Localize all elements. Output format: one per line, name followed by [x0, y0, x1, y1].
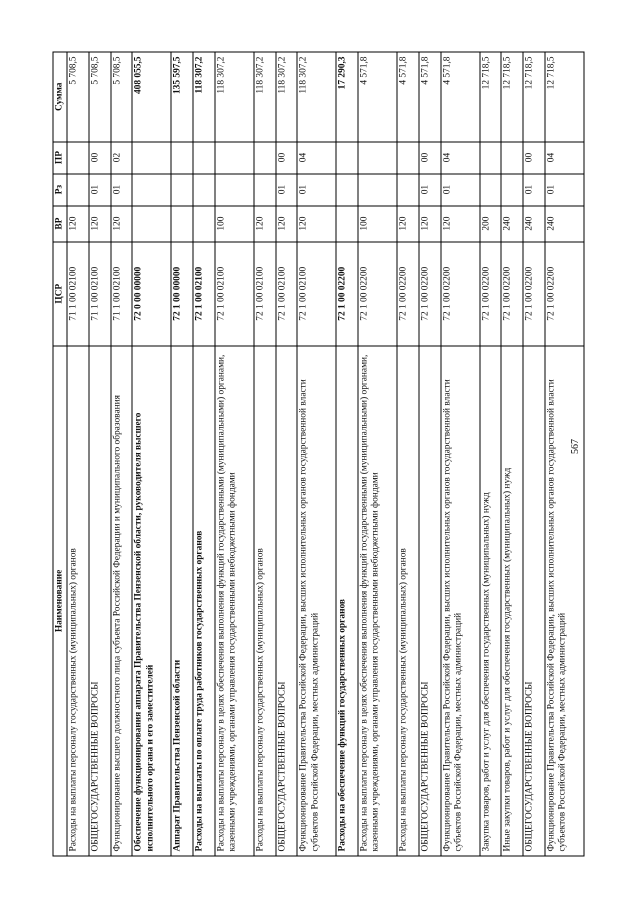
cell-name: Закупка товаров, работ и услуг для обеспечения государственных (муниципальных) нужд — [479, 346, 501, 856]
cell-csr: 72 1 00 02100 — [214, 242, 253, 346]
cell-pr: 04 — [440, 142, 479, 174]
cell-rz: 01 — [110, 174, 132, 206]
cell-vr — [336, 206, 358, 242]
cell-vr: 100 — [214, 206, 253, 242]
cell-rz: 01 — [297, 174, 336, 206]
table-row — [297, 52, 336, 856]
cell-pr: 02 — [110, 142, 132, 174]
cell-pr — [479, 142, 501, 174]
cell-sum: 118 307,2 — [275, 52, 297, 142]
cell-rz — [171, 174, 193, 206]
cell-rz — [479, 174, 501, 206]
cell-csr: 72 1 00 02200 — [440, 242, 479, 346]
cell-csr: 72 1 00 02200 — [358, 242, 397, 346]
cell-sum: 12 718,5 — [501, 52, 523, 142]
cell-sum: 5 708,5 — [67, 52, 89, 142]
cell-rz: 01 — [440, 174, 479, 206]
cell-csr: 71 1 00 02100 — [88, 242, 110, 346]
cell-sum: 118 307,2 — [253, 52, 275, 142]
cell-vr — [193, 206, 215, 242]
cell-sum: 408 055,5 — [132, 52, 171, 142]
col-header-csr: ЦСР — [53, 242, 67, 346]
cell-name: Расходы на выплаты персоналу в целях обеспечения выполнения функций государственными (муниципальными) органами, казенными учреждениями, органами управления государственными внебюджетными фондами — [214, 346, 253, 856]
cell-csr: 72 1 00 00000 — [171, 242, 193, 346]
cell-sum: 5 708,5 — [110, 52, 132, 142]
cell-name: Расходы на выплаты персоналу государственных (муниципальных) органов — [397, 346, 419, 856]
cell-vr: 100 — [358, 206, 397, 242]
col-header-vr: ВР — [53, 206, 67, 242]
cell-vr: 240 — [501, 206, 523, 242]
cell-csr: 72 1 00 02100 — [193, 242, 215, 346]
cell-sum: 12 718,5 — [523, 52, 545, 142]
cell-pr — [336, 142, 358, 174]
cell-pr — [171, 142, 193, 174]
table-row — [132, 52, 171, 856]
cell-sum: 118 307,2 — [193, 52, 215, 142]
cell-pr — [358, 142, 397, 174]
table-row — [275, 52, 297, 856]
table-header-row — [53, 52, 67, 856]
cell-rz: 01 — [544, 174, 583, 206]
cell-sum: 135 597,5 — [171, 52, 193, 142]
cell-pr: 00 — [523, 142, 545, 174]
cell-pr — [397, 142, 419, 174]
cell-name: Расходы на выплаты персоналу в целях обеспечения выполнения функций государственными (муниципальными) органами, казенными учреждениями, органами управления государственными внебюджетными фондами — [358, 346, 397, 856]
budget-table-rotated — [52, 52, 584, 857]
cell-pr — [67, 142, 89, 174]
cell-name: Функционирование Правительства Российской Федерации, высших исполнительных органов государственной власти субъектов Российской Федерации, местных администраций — [440, 346, 479, 856]
col-header-pr: ПР — [53, 142, 67, 174]
cell-pr: 00 — [88, 142, 110, 174]
cell-rz: 01 — [88, 174, 110, 206]
cell-csr: 71 1 00 02100 — [110, 242, 132, 346]
table-row — [418, 52, 440, 856]
cell-pr — [501, 142, 523, 174]
cell-name: Функционирование Правительства Российской Федерации, высших исполнительных органов государственной власти субъектов Российской Федерации, местных администраций — [297, 346, 336, 856]
table-row — [214, 52, 253, 856]
cell-pr: 00 — [418, 142, 440, 174]
cell-name: Расходы на выплаты персоналу государственных (муниципальных) органов — [67, 346, 89, 856]
col-header-sum: Сумма — [53, 52, 67, 142]
cell-sum: 118 307,2 — [297, 52, 336, 142]
table-row — [171, 52, 193, 856]
cell-name: Функционирование Правительства Российской Федерации, высших исполнительных органов государственной власти субъектов Российской Федерации, местных администраций — [544, 346, 583, 856]
cell-vr: 120 — [67, 206, 89, 242]
table-row — [397, 52, 419, 856]
cell-sum: 17 290,3 — [336, 52, 358, 142]
table-row — [253, 52, 275, 856]
cell-name: Расходы на обеспечение функций государственных органов — [336, 346, 358, 856]
cell-csr: 72 1 00 02200 — [418, 242, 440, 346]
cell-name: ОБЩЕГОСУДАРСТВЕННЫЕ ВОПРОСЫ — [523, 346, 545, 856]
cell-name: Обеспечение функционирования аппарата Правительства Пензенской области, руководителя высшего исполнительного органа и его заместителей — [132, 346, 171, 856]
cell-csr: 72 1 00 02100 — [275, 242, 297, 346]
cell-name: Расходы на выплаты персоналу государственных (муниципальных) органов — [253, 346, 275, 856]
table-row — [479, 52, 501, 856]
cell-sum: 4 571,8 — [418, 52, 440, 142]
cell-name: Расходы на выплаты по оплате труда работников государственных органов — [193, 346, 215, 856]
cell-rz: 01 — [523, 174, 545, 206]
cell-vr: 120 — [88, 206, 110, 242]
cell-csr: 72 1 00 02200 — [397, 242, 419, 346]
cell-csr: 72 1 00 02200 — [479, 242, 501, 346]
cell-csr: 72 1 00 02200 — [501, 242, 523, 346]
cell-vr: 240 — [544, 206, 583, 242]
cell-pr: 04 — [544, 142, 583, 174]
cell-rz — [501, 174, 523, 206]
cell-vr: 200 — [479, 206, 501, 242]
col-header-rz: Рз — [53, 174, 67, 206]
cell-sum: 4 571,8 — [440, 52, 479, 142]
table-row — [88, 52, 110, 856]
cell-vr: 120 — [253, 206, 275, 242]
cell-name: Функционирование высшего должностного лица субъекта Российской Федерации и муниципального образования — [110, 346, 132, 856]
cell-sum: 4 571,8 — [358, 52, 397, 142]
cell-vr: 120 — [418, 206, 440, 242]
page-number: 567 — [570, 439, 581, 454]
table-row — [523, 52, 545, 856]
table-row — [440, 52, 479, 856]
cell-sum: 5 708,5 — [88, 52, 110, 142]
cell-pr: 00 — [275, 142, 297, 174]
table-row — [193, 52, 215, 856]
cell-sum: 118 307,2 — [214, 52, 253, 142]
cell-vr: 120 — [397, 206, 419, 242]
cell-rz — [397, 174, 419, 206]
cell-vr: 240 — [523, 206, 545, 242]
cell-rz — [253, 174, 275, 206]
cell-vr — [171, 206, 193, 242]
cell-sum: 12 718,5 — [544, 52, 583, 142]
cell-csr: 72 1 00 02100 — [297, 242, 336, 346]
cell-pr — [132, 142, 171, 174]
col-header-name: Наименование — [53, 346, 67, 856]
cell-rz — [358, 174, 397, 206]
table-row — [544, 52, 583, 856]
cell-rz: 01 — [275, 174, 297, 206]
cell-rz — [132, 174, 171, 206]
cell-csr: 72 1 00 02200 — [544, 242, 583, 346]
cell-pr — [214, 142, 253, 174]
cell-name: ОБЩЕГОСУДАРСТВЕННЫЕ ВОПРОСЫ — [275, 346, 297, 856]
cell-vr — [132, 206, 171, 242]
cell-vr: 120 — [275, 206, 297, 242]
cell-pr — [253, 142, 275, 174]
cell-vr: 120 — [110, 206, 132, 242]
cell-name: ОБЩЕГОСУДАРСТВЕННЫЕ ВОПРОСЫ — [418, 346, 440, 856]
cell-vr: 120 — [440, 206, 479, 242]
cell-sum: 4 571,8 — [397, 52, 419, 142]
cell-pr: 04 — [297, 142, 336, 174]
table-body — [67, 52, 584, 856]
table-row — [501, 52, 523, 856]
cell-rz — [336, 174, 358, 206]
table-row — [110, 52, 132, 856]
table-row — [336, 52, 358, 856]
cell-pr — [193, 142, 215, 174]
table-row — [67, 52, 89, 856]
cell-csr: 72 1 00 02200 — [523, 242, 545, 346]
cell-rz — [193, 174, 215, 206]
cell-csr: 71 1 00 02100 — [67, 242, 89, 346]
cell-csr: 72 0 00 00000 — [132, 242, 171, 346]
cell-sum: 12 718,5 — [479, 52, 501, 142]
cell-name: Аппарат Правительства Пензенской области — [171, 346, 193, 856]
cell-rz — [214, 174, 253, 206]
cell-csr: 72 1 00 02200 — [336, 242, 358, 346]
budget-table — [52, 52, 584, 857]
cell-name: Иные закупки товаров, работ и услуг для обеспечения государственных (муниципальных) нужд — [501, 346, 523, 856]
cell-csr: 72 1 00 02100 — [253, 242, 275, 346]
table-row — [358, 52, 397, 856]
cell-rz — [67, 174, 89, 206]
cell-rz: 01 — [418, 174, 440, 206]
cell-name: ОБЩЕГОСУДАРСТВЕННЫЕ ВОПРОСЫ — [88, 346, 110, 856]
cell-vr: 120 — [297, 206, 336, 242]
